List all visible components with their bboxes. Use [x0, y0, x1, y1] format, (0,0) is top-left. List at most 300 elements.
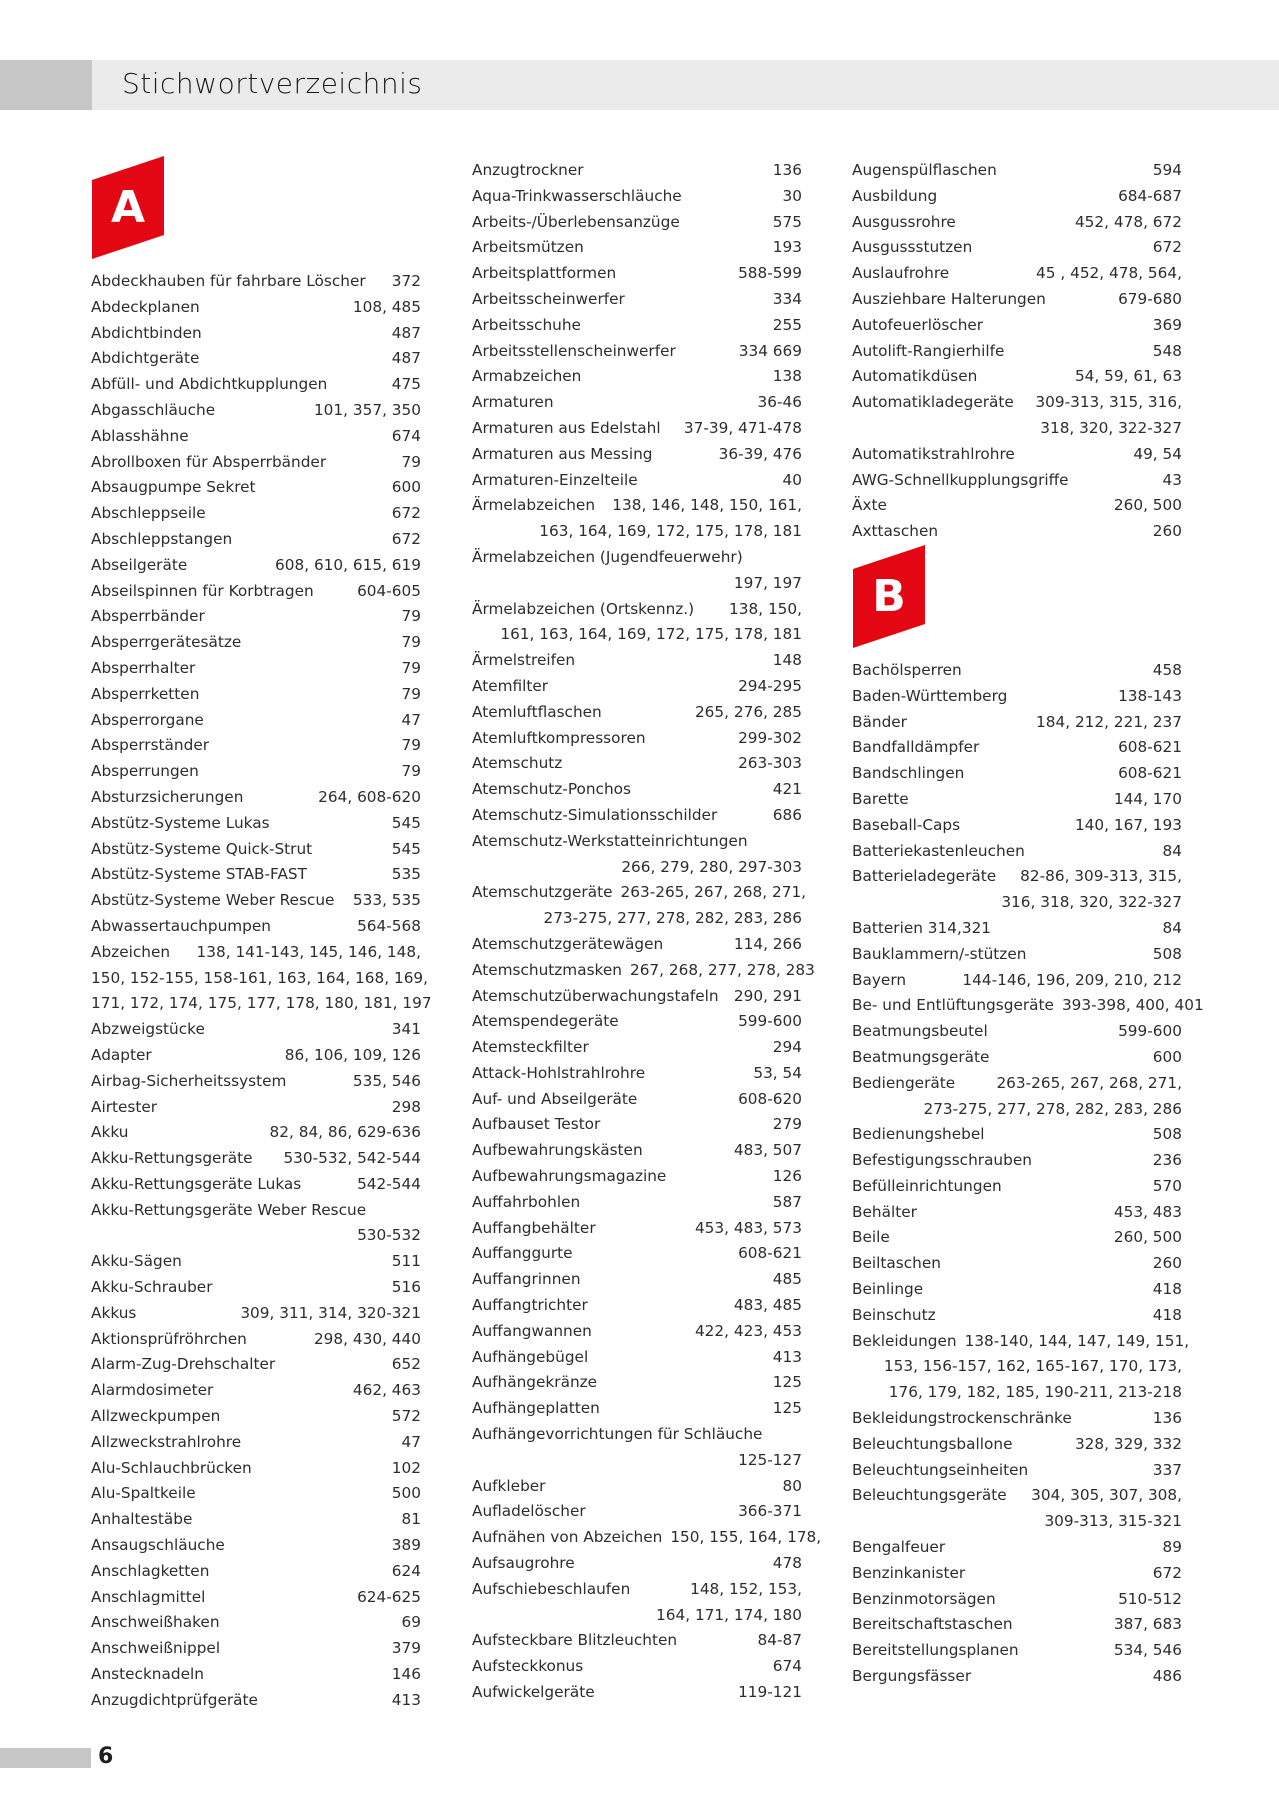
index-entry: [91, 527, 421, 553]
index-entry: [472, 1267, 802, 1293]
index-pages: 608-621: [738, 1244, 802, 1263]
index-term: Bandschlingen: [852, 764, 965, 783]
index-term: Armabzeichen: [472, 367, 582, 386]
index-pages: 84: [1162, 918, 1182, 937]
index-entry-row: [852, 813, 1182, 839]
index-term: Abstütz-Systeme Weber Rescue: [91, 891, 335, 910]
index-term: Automatikstrahlrohre: [852, 444, 1015, 463]
index-entry-row: [472, 958, 815, 984]
index-term: Auffangwannen: [472, 1321, 592, 1340]
index-term: Äxte: [852, 496, 887, 515]
index-entry: [852, 1303, 1182, 1329]
index-term: Beleuchtungsgeräte: [852, 1486, 1007, 1505]
index-entry-row: [91, 733, 421, 759]
index-pages: 267, 268, 277, 278, 283: [629, 960, 815, 979]
index-entry-row: [472, 674, 802, 700]
index-pages: 600: [391, 478, 421, 497]
index-entry: [852, 813, 1182, 839]
index-term: Aufschiebeschlaufen: [472, 1579, 631, 1598]
index-term: Baseball-Caps: [852, 815, 961, 834]
index-pages: 144-146, 196, 209, 210, 212: [962, 970, 1182, 989]
index-entry-row: [91, 940, 421, 966]
index-term: Atemschutzüberwachungstafeln: [472, 986, 719, 1005]
index-pages: 334: [772, 289, 802, 308]
index-term: Akku: [91, 1123, 129, 1142]
index-pages: 260, 500: [1113, 1228, 1182, 1247]
index-entry-row: [91, 811, 421, 837]
index-entry-row: [472, 1009, 802, 1035]
index-term: Bandfalldämpfer: [852, 738, 980, 757]
index-entry-row: [91, 1430, 421, 1456]
index-pages: 138, 146, 148, 150, 161,: [612, 496, 802, 515]
index-pages: 309, 311, 314, 320-321: [240, 1303, 421, 1322]
index-entry: [472, 700, 802, 726]
index-pages-continued: 171, 172, 174, 175, 177, 178, 180, 181, 197: [91, 994, 432, 1013]
index-term: Aufwickelgeräte: [472, 1683, 595, 1702]
index-entry-row: [472, 313, 802, 339]
index-pages: 366-371: [738, 1502, 802, 1521]
index-entry: [472, 1009, 802, 1035]
index-entry: [472, 1577, 802, 1629]
index-term: Absperrorgane: [91, 710, 204, 729]
index-term: Anstecknadeln: [91, 1665, 204, 1684]
index-entry-row: [91, 424, 421, 450]
index-entry: [91, 1507, 421, 1533]
index-entry-row: [91, 1172, 421, 1198]
index-entry-row: [472, 1628, 802, 1654]
index-entry-row: [852, 158, 1182, 184]
index-entry: [852, 735, 1182, 761]
index-term: Anschlagketten: [91, 1561, 210, 1580]
index-entry-row: [472, 1525, 822, 1551]
index-term: Bergungsfässer: [852, 1667, 972, 1686]
index-entry-row: [91, 1688, 421, 1714]
index-entry-row: [472, 597, 802, 623]
index-term: Beiltaschen: [852, 1254, 941, 1273]
index-pages: 672: [391, 504, 421, 523]
index-entry: [91, 1456, 421, 1482]
index-entry: [91, 424, 421, 450]
index-term: Baden-Württemberg: [852, 686, 1008, 705]
index-entry-row: [852, 364, 1182, 390]
index-entry-row: [852, 184, 1182, 210]
index-entry-row: [852, 787, 1182, 813]
index-pages: 570: [1152, 1176, 1182, 1195]
index-term: Abdeckhauben für fahrbare Löscher: [91, 272, 366, 290]
index-term: Aufnähen von Abzeichen: [472, 1528, 663, 1547]
index-term: Atemsteckfilter: [472, 1038, 589, 1057]
index-entry: [91, 759, 421, 785]
index-pages-continued: 309-313, 315-321: [1044, 1512, 1182, 1531]
index-entry-row: [91, 501, 421, 527]
index-pages: 265, 276, 285: [694, 702, 802, 721]
index-entry: [852, 710, 1182, 736]
index-pages: 608-621: [1118, 738, 1182, 757]
index-entry-row: [852, 390, 1182, 416]
index-entry: [91, 1585, 421, 1611]
index-pages: 413: [772, 1347, 802, 1366]
index-entry-row: [91, 862, 421, 888]
index-term: Abseilspinnen für Korbtragen: [91, 581, 314, 600]
index-pages: 369: [1152, 315, 1182, 334]
index-entry: [852, 1664, 1182, 1690]
index-pages: 47: [401, 710, 421, 729]
index-term: Arbeits-/Überlebensanzüge: [472, 212, 680, 231]
index-entry-row: [91, 1043, 421, 1069]
index-term: Auslaufrohre: [852, 264, 950, 283]
index-term: Atemschutz-Ponchos: [472, 780, 631, 799]
index-entry-row: [472, 829, 802, 855]
index-term: Atemschutzmasken: [472, 960, 622, 979]
index-entry-row: [852, 1071, 1182, 1097]
index-entry-row: [472, 235, 802, 261]
index-term: Automatikdüsen: [852, 367, 978, 386]
index-entry: [91, 1249, 421, 1275]
index-term: Allzweckstrahlrohre: [91, 1432, 242, 1451]
index-entry: [472, 648, 802, 674]
index-term: Abzeichen: [91, 942, 171, 961]
index-pages: 30: [782, 186, 802, 205]
index-entry: [91, 398, 421, 424]
index-term: Batterien 314,321: [852, 918, 992, 937]
index-term: Bekleidungstrockenschränke: [852, 1409, 1072, 1428]
index-term: Be- und Entlüftungsgeräte: [852, 996, 1054, 1015]
index-entry: [472, 1138, 802, 1164]
index-entry-row: [91, 1327, 421, 1353]
index-entry-row: [472, 777, 802, 803]
index-entry-row: [852, 1019, 1182, 1045]
index-entry-row: [91, 656, 421, 682]
index-term: Alu-Spaltkeile: [91, 1484, 196, 1503]
index-pages: 193: [772, 238, 802, 257]
index-pages: 114, 266: [733, 934, 802, 953]
index-entry: [91, 888, 421, 914]
index-pages: 294-295: [738, 676, 802, 695]
index-entry: [472, 803, 802, 829]
index-entry: [472, 442, 802, 468]
index-pages: 263-265, 267, 268, 271,: [620, 883, 807, 902]
index-entry: [472, 1035, 802, 1061]
index-pages: 47: [401, 1432, 421, 1451]
index-term: Aufsaugrohre: [472, 1554, 575, 1573]
index-term: Airbag-Sicherheitssystem: [91, 1071, 287, 1090]
index-entry-row: [852, 1483, 1182, 1509]
index-pages: 82, 84, 86, 629-636: [269, 1123, 421, 1142]
index-entry: [472, 726, 802, 752]
index-entry-row: [472, 1474, 802, 1500]
index-entry-row: [472, 210, 802, 236]
index-pages: 453, 483, 573: [694, 1218, 802, 1237]
index-term: AWG-Schnellkupplungsgriffe: [852, 470, 1069, 489]
index-entry-row: [91, 1533, 421, 1559]
index-entry: [852, 1561, 1182, 1587]
index-pages: 341: [391, 1020, 421, 1039]
index-entry: [91, 682, 421, 708]
index-column-3: [852, 158, 1204, 1690]
index-term: Beatmungsgeräte: [852, 1047, 990, 1066]
index-entry: [852, 1200, 1182, 1226]
index-entry: [472, 1293, 802, 1319]
index-pages: 102: [391, 1458, 421, 1477]
index-pages: 299-302: [738, 728, 802, 747]
index-entry-row: [852, 210, 1182, 236]
index-pages: 79: [401, 633, 421, 652]
index-pages: 389: [391, 1536, 421, 1555]
index-entry: [91, 1275, 421, 1301]
index-entry-row: [472, 390, 802, 416]
index-pages: 372: [391, 272, 421, 290]
index-entry-row: [852, 1406, 1182, 1432]
index-entry: [472, 545, 802, 597]
index-pages: 483, 507: [733, 1141, 802, 1160]
index-term: Auffahrbohlen: [472, 1192, 581, 1211]
index-term: Behälter: [852, 1202, 917, 1221]
index-pages: 146: [391, 1665, 421, 1684]
index-entry-row: [472, 1293, 802, 1319]
index-entry-row: [472, 287, 802, 313]
index-entry: [472, 493, 802, 545]
index-entry: [91, 708, 421, 734]
index-entry: [472, 777, 802, 803]
index-entry-row: [852, 1561, 1182, 1587]
index-entry-row: [91, 1636, 421, 1662]
index-pages: 564-568: [357, 916, 421, 935]
index-pages: 125: [772, 1373, 802, 1392]
index-entry: [852, 1277, 1182, 1303]
index-term: Akku-Rettungsgeräte Weber Rescue: [91, 1200, 367, 1219]
index-entry: [852, 761, 1182, 787]
index-pages: 516: [391, 1278, 421, 1297]
index-term: Akku-Rettungsgeräte Lukas: [91, 1174, 302, 1193]
index-entry-row: [91, 579, 421, 605]
index-term: Absperrbänder: [91, 607, 205, 626]
index-entry-row: [472, 416, 802, 442]
index-entry: [852, 968, 1182, 994]
index-entry: [91, 269, 421, 295]
index-entry: [472, 1241, 802, 1267]
page-title: Stichwortverzeichnis: [122, 67, 423, 100]
index-entry-row: [852, 916, 1182, 942]
index-entry: [472, 1680, 802, 1706]
index-term: Abseilgeräte: [91, 555, 188, 574]
index-entry-row: [91, 1275, 421, 1301]
index-pages-continued: 125-127: [738, 1450, 802, 1469]
index-pages: 575: [772, 212, 802, 231]
index-entry-row: [472, 1345, 802, 1371]
index-entry-row: [472, 1551, 802, 1577]
index-entry-row: [472, 880, 807, 906]
index-entry-row: [472, 1241, 802, 1267]
index-pages: 80: [782, 1476, 802, 1495]
index-entry: [472, 1628, 802, 1654]
index-pages: 101, 357, 350: [313, 400, 421, 419]
page-number: 6: [98, 1744, 114, 1769]
index-entry-row: [472, 1112, 802, 1138]
index-entry: [472, 1551, 802, 1577]
index-pages: 508: [1152, 944, 1182, 963]
index-entry-row: [91, 1456, 421, 1482]
index-term: Absperrständer: [91, 736, 210, 755]
index-entry: [91, 1352, 421, 1378]
index-entry: [852, 1225, 1182, 1251]
index-pages-continued: 163, 164, 169, 172, 175, 178, 181: [539, 522, 802, 541]
index-pages: 108, 485: [352, 297, 421, 316]
index-entry: [472, 416, 802, 442]
index-pages: 548: [1152, 341, 1182, 360]
index-entry: [91, 1610, 421, 1636]
index-entry-row: [472, 1654, 802, 1680]
index-term: Beatmungsbeutel: [852, 1022, 988, 1041]
index-column-1: [91, 158, 432, 1714]
index-pages-continued: 161, 163, 164, 169, 172, 175, 178, 181: [500, 625, 802, 644]
index-entry: [91, 1378, 421, 1404]
index-entry-row: [91, 1404, 421, 1430]
index-pages: 138, 150,: [729, 599, 802, 618]
index-term: Atemspendegeräte: [472, 1012, 619, 1031]
index-entry: [91, 1481, 421, 1507]
index-pages: 69: [401, 1613, 421, 1632]
index-term: Aktionsprüfröhrchen: [91, 1329, 247, 1348]
index-pages: 587: [772, 1192, 802, 1211]
index-pages-continued: 176, 179, 182, 185, 190-211, 213-218: [888, 1383, 1182, 1402]
index-entry: [472, 1061, 802, 1087]
index-term: Abdichtgeräte: [91, 349, 200, 368]
index-entry-row: [91, 1378, 421, 1404]
index-entry: [91, 450, 421, 476]
index-entry-row: [852, 735, 1182, 761]
index-pages: 572: [391, 1407, 421, 1426]
index-entry: [91, 1533, 421, 1559]
index-pages: 475: [391, 375, 421, 394]
index-pages: 125: [772, 1399, 802, 1418]
index-pages: 150, 155, 164, 178,: [670, 1528, 822, 1547]
index-entry: [91, 321, 421, 347]
index-term: Barette: [852, 789, 909, 808]
index-entry: [472, 1319, 802, 1345]
index-entry: [852, 916, 1182, 942]
index-entry: [91, 579, 421, 605]
index-entry: [91, 811, 421, 837]
index-pages: 379: [391, 1639, 421, 1658]
index-entry-row: [852, 235, 1182, 261]
index-entry-row: [852, 287, 1182, 313]
index-entry: [852, 442, 1182, 468]
index-entry: [852, 364, 1182, 390]
index-pages: 599-600: [738, 1012, 802, 1031]
index-term: Ansaugschläuche: [91, 1536, 225, 1555]
index-term: Batterieladegeräte: [852, 867, 997, 886]
index-entry-row: [852, 442, 1182, 468]
index-term: Anschweißnippel: [91, 1639, 221, 1658]
index-entry-row: [852, 1174, 1182, 1200]
index-entry-row: [852, 684, 1182, 710]
index-entry: [852, 287, 1182, 313]
index-entry: [852, 1638, 1182, 1664]
index-entry-row: [91, 630, 421, 656]
index-term: Armaturen aus Edelstahl: [472, 418, 661, 437]
index-pages: 84: [1162, 841, 1182, 860]
index-term: Airtester: [91, 1097, 158, 1116]
index-entry: [91, 1198, 421, 1250]
index-pages: 148, 152, 153,: [690, 1579, 802, 1598]
index-pages: 79: [401, 684, 421, 703]
index-entry-row: [91, 1585, 421, 1611]
index-term: Alarm-Zug-Drehschalter: [91, 1355, 276, 1374]
index-term: Arbeitsscheinwerfer: [472, 289, 625, 308]
index-entry-row: [852, 839, 1182, 865]
index-entry: [852, 1122, 1182, 1148]
index-term: Adapter: [91, 1045, 152, 1064]
index-entry: [91, 862, 421, 888]
index-term: Aufsteckbare Blitzleuchten: [472, 1631, 678, 1650]
index-entry-row: [472, 1267, 802, 1293]
index-pages: 545: [391, 813, 421, 832]
index-pages: 418: [1152, 1280, 1182, 1299]
index-entry-row: [472, 1577, 802, 1603]
index-term: Absperrketten: [91, 684, 200, 703]
index-pages: 40: [782, 470, 802, 489]
index-entry-row: [91, 1146, 421, 1172]
index-pages: 672: [1152, 1563, 1182, 1582]
index-pages: 43: [1162, 470, 1182, 489]
index-entry: [472, 1345, 802, 1371]
index-pages: 138: [772, 367, 802, 386]
index-term: Auffangbehälter: [472, 1218, 596, 1237]
index-term: Bediengeräte: [852, 1073, 956, 1092]
index-entry-row: [852, 1277, 1182, 1303]
index-pages: 79: [401, 762, 421, 781]
index-term: Beleuchtungsballone: [852, 1434, 1013, 1453]
index-entry: [852, 1174, 1182, 1200]
index-entry: [91, 733, 421, 759]
index-entry-row: [91, 1095, 421, 1121]
index-entry: [852, 1458, 1182, 1484]
index-entry-row: [472, 1216, 802, 1242]
index-entry-row: [91, 1481, 421, 1507]
index-term: Atemluftkompressoren: [472, 728, 646, 747]
index-pages-continued: 318, 320, 322-327: [1040, 418, 1182, 437]
index-entry-row: [852, 468, 1182, 494]
index-pages: 290, 291: [733, 986, 802, 1005]
index-entry-row: [472, 1396, 802, 1422]
index-entry: [472, 1499, 802, 1525]
index-entry: [91, 475, 421, 501]
index-pages: 478: [772, 1554, 802, 1573]
header-bar: [0, 60, 1279, 110]
index-entry: [91, 1404, 421, 1430]
index-entry-row: [91, 1120, 421, 1146]
index-entry: [852, 1019, 1182, 1045]
index-entry: [472, 1216, 802, 1242]
section-letter-a: [92, 156, 164, 259]
index-pages: 387, 683: [1113, 1615, 1182, 1634]
index-pages: 126: [772, 1167, 802, 1186]
index-term: Absaugpumpe Sekret: [91, 478, 256, 497]
index-entry: [472, 880, 807, 932]
index-entry: [472, 1474, 802, 1500]
index-pages: 674: [772, 1657, 802, 1676]
index-pages: 413: [391, 1690, 421, 1709]
index-term: Absturzsicherungen: [91, 787, 244, 806]
index-pages: 588-599: [738, 264, 802, 283]
index-pages-continued: 273-275, 277, 278, 282, 283, 286: [543, 909, 802, 928]
index-term: Aufladelöscher: [472, 1502, 586, 1521]
index-term: Atemfilter: [472, 676, 549, 695]
index-pages: 462, 463: [352, 1381, 421, 1400]
index-term: Auffanggurte: [472, 1244, 573, 1263]
index-pages: 148: [772, 651, 802, 670]
index-term: Autolift-Rangierhilfe: [852, 341, 1005, 360]
